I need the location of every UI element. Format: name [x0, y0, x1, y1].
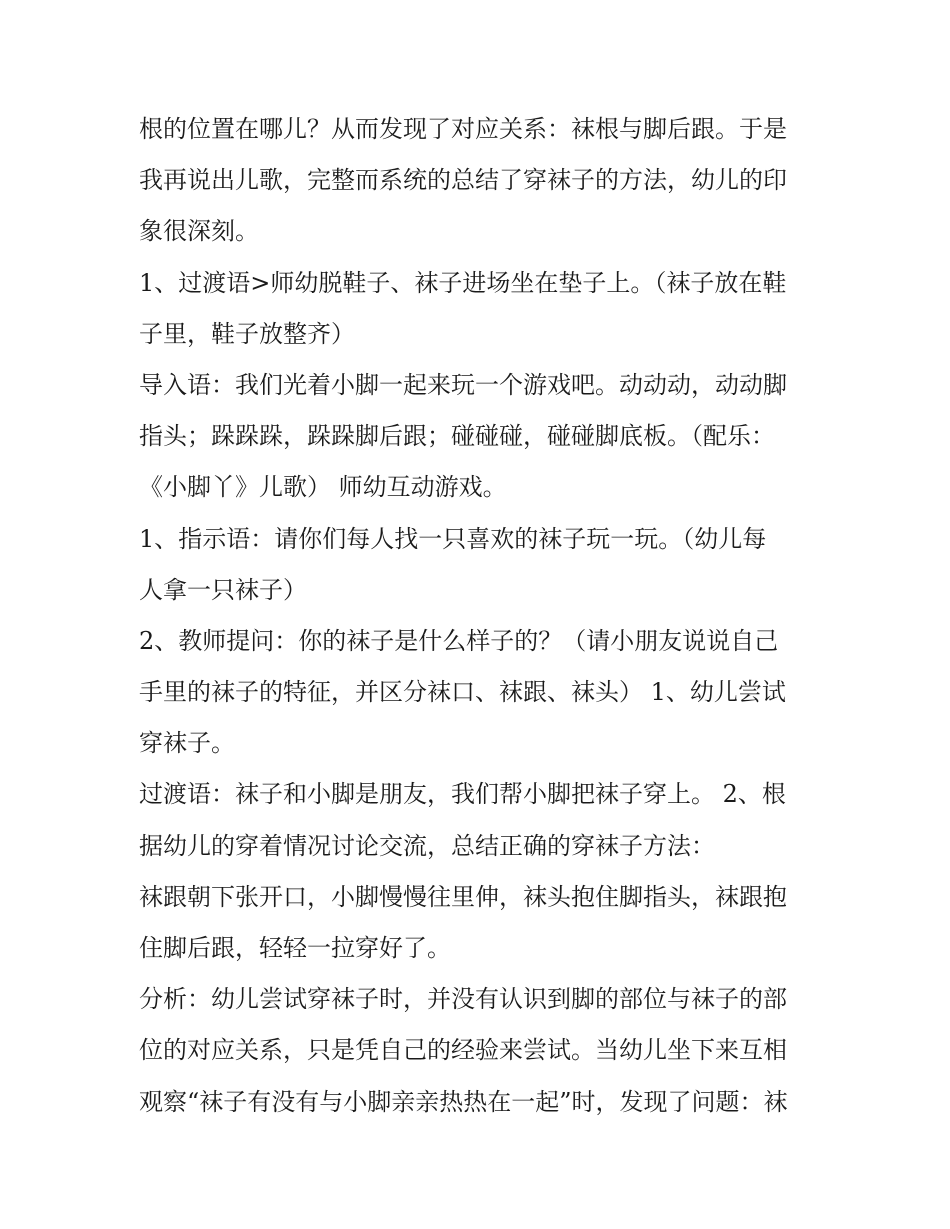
text-line: 《小脚丫》儿歌） 师幼互动游戏。 [139, 473, 507, 502]
text-line: 袜跟朝下张开口，小脚慢慢往里伸，袜头抱住脚指头，袜跟抱 [139, 882, 787, 911]
text-line: 2、教师提问：你的袜子是什么样子的？（请小朋友说说自己 [139, 626, 779, 655]
text-line: 分析：幼儿尝试穿袜子时，并没有认识到脚的部位与袜子的部 [139, 985, 787, 1014]
text-line: 1、过渡语>师幼脱鞋子、袜子进场坐在垫子上。（袜子放在鞋 [139, 268, 787, 297]
text-line: 根的位置在哪儿？从而发现了对应关系：袜根与脚后跟。于是 [139, 115, 787, 143]
body-text [139, 104, 819, 1128]
text-line: 据幼儿的穿着情况讨论交流，总结正确的穿袜子方法： [139, 831, 715, 860]
text-line: 穿袜子。 [139, 729, 235, 758]
text-line: 我再说出儿歌，完整而系统的总结了穿袜子的方法，幼儿的印 [139, 166, 787, 195]
text-line: 1、指示语：请你们每人找一只喜欢的袜子玩一玩。（幼儿每 [139, 524, 767, 553]
text-line: 指头；跺跺跺，跺跺脚后跟；碰碰碰，碰碰脚底板。（配乐： [139, 422, 775, 451]
text-line: 住脚后跟，轻轻一拉穿好了。 [139, 934, 451, 962]
text-line: 手里的袜子的特征，并区分袜口、袜跟、袜头） 1、幼儿尝试 [139, 678, 786, 707]
text-line: 过渡语：袜子和小脚是朋友，我们帮小脚把袜子穿上。 2、根 [139, 780, 786, 809]
text-line: 位的对应关系，只是凭自己的经验来尝试。当幼儿坐下来互相 [139, 1036, 787, 1065]
text-line: 观察“袜子有没有与小脚亲亲热热在一起”时，发现了问题：袜 [139, 1087, 788, 1116]
text-line: 子里，鞋子放整齐） [139, 319, 355, 348]
text-line: 象很深刻。 [139, 217, 259, 246]
text-line: 导入语：我们光着小脚一起来玩一个游戏吧。动动动，动动脚 [139, 370, 787, 399]
text-line: 人拿一只袜子） [139, 575, 307, 604]
